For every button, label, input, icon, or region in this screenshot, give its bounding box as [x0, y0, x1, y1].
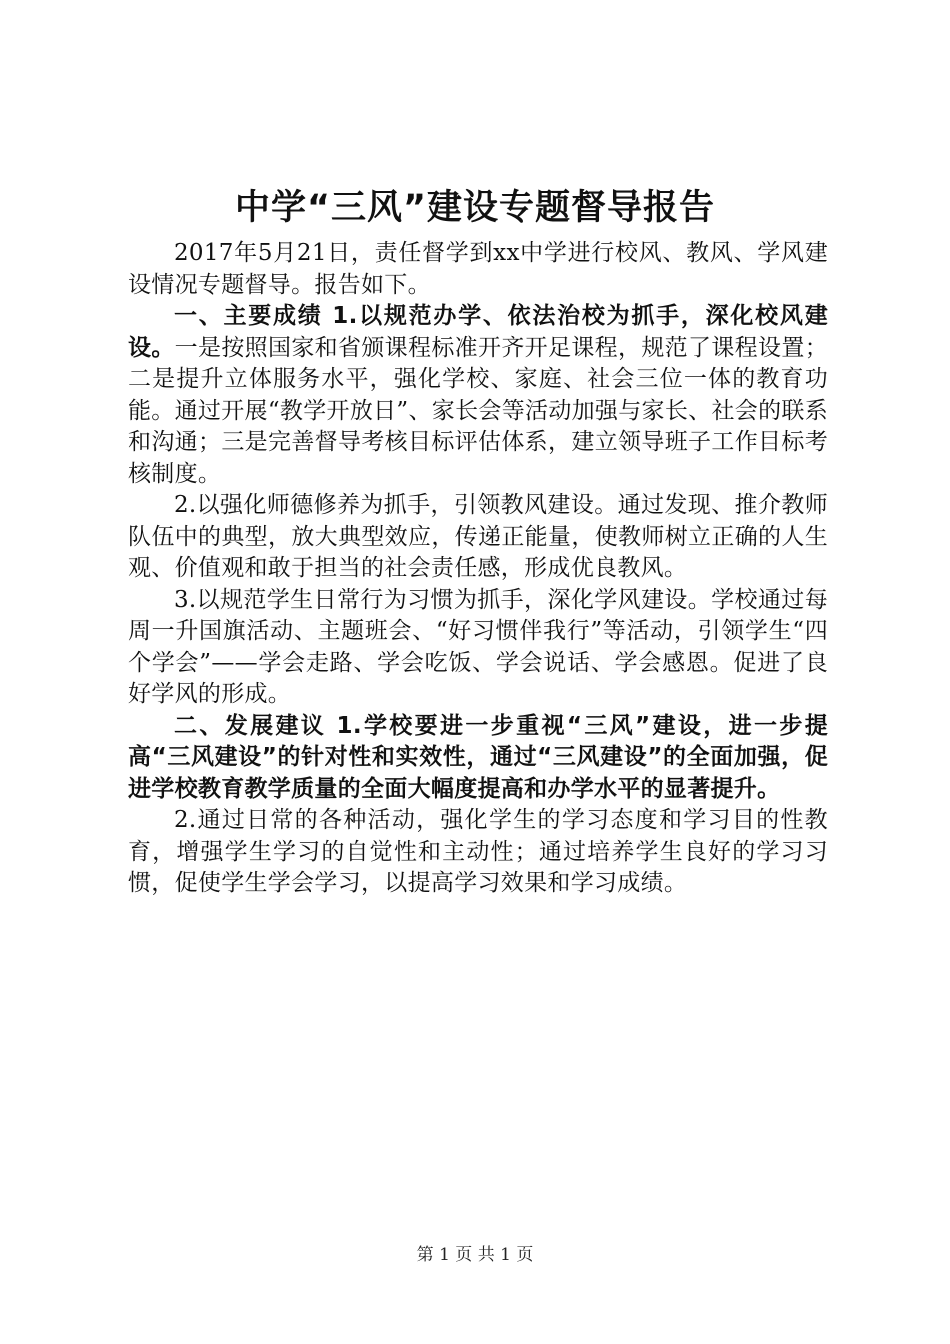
paragraph-section-1 [128, 301, 828, 490]
paragraph-text: 2017年5月21日，责任督学到xx中学进行校风、教风、学风建设情况专题督导。报告如下。 [128, 240, 828, 298]
paragraph-text: 一是按照国家和省颁课程标准开齐开足课程，规范了课程设置；二是提升立体服务水平，强化学校、家庭、社会三位一体的教育功能。通过开展“教学开放日”、家长会等活动加强与家长、社会的联系和沟通；三是完善督导考核目标评估体系，建立领导班子工作目标考核制度。 [128, 334, 828, 487]
paragraph-item-2 [128, 490, 828, 585]
page-number-footer: 第 1 页 共 1 页 [416, 1245, 534, 1265]
section-heading-achievements: 一、主要成绩 1.以规范办学、依法治校为抓手，深化校风建设。 [128, 303, 828, 361]
paragraph-text: 2.通过日常的各种活动，强化学生的学习态度和学习目的性教育，增强学生学习的自觉性和主动性；通过培养学生良好的学习习惯，促使学生学会学习，以提高学习效果和学习成绩。 [128, 807, 828, 896]
document-body [128, 238, 828, 900]
paragraph-text: 3.以规范学生日常行为习惯为抓手，深化学风建设。学校通过每周一升国旗活动、主题班会、“好习惯伴我行”等活动，引领学生“四个学会”——学会走路、学会吃饭、学会说话、学会感恩。促进了良好学风的形成。 [128, 586, 828, 707]
paragraph-intro [128, 238, 828, 301]
paragraph-item-3 [128, 585, 828, 711]
paragraph-suggestion-2 [128, 805, 828, 900]
document-title: 中学“三风”建设专题督导报告 [234, 188, 715, 228]
paragraph-text: 2.以强化师德修养为抓手，引领教风建设。通过发现、推介教师队伍中的典型，放大典型效应，传递正能量，使教师树立正确的人生观、价值观和敢于担当的社会责任感，形成优良教风。 [128, 492, 828, 581]
section-heading-suggestions: 二、发展建议 1.学校要进一步重视“三风”建设，进一步提高“三风建设”的针对性和实效性，通过“三风建设”的全面加强，促进学校教育教学质量的全面大幅度提高和办学水平的显著提升。 [128, 712, 828, 802]
paragraph-section-2 [128, 711, 828, 806]
